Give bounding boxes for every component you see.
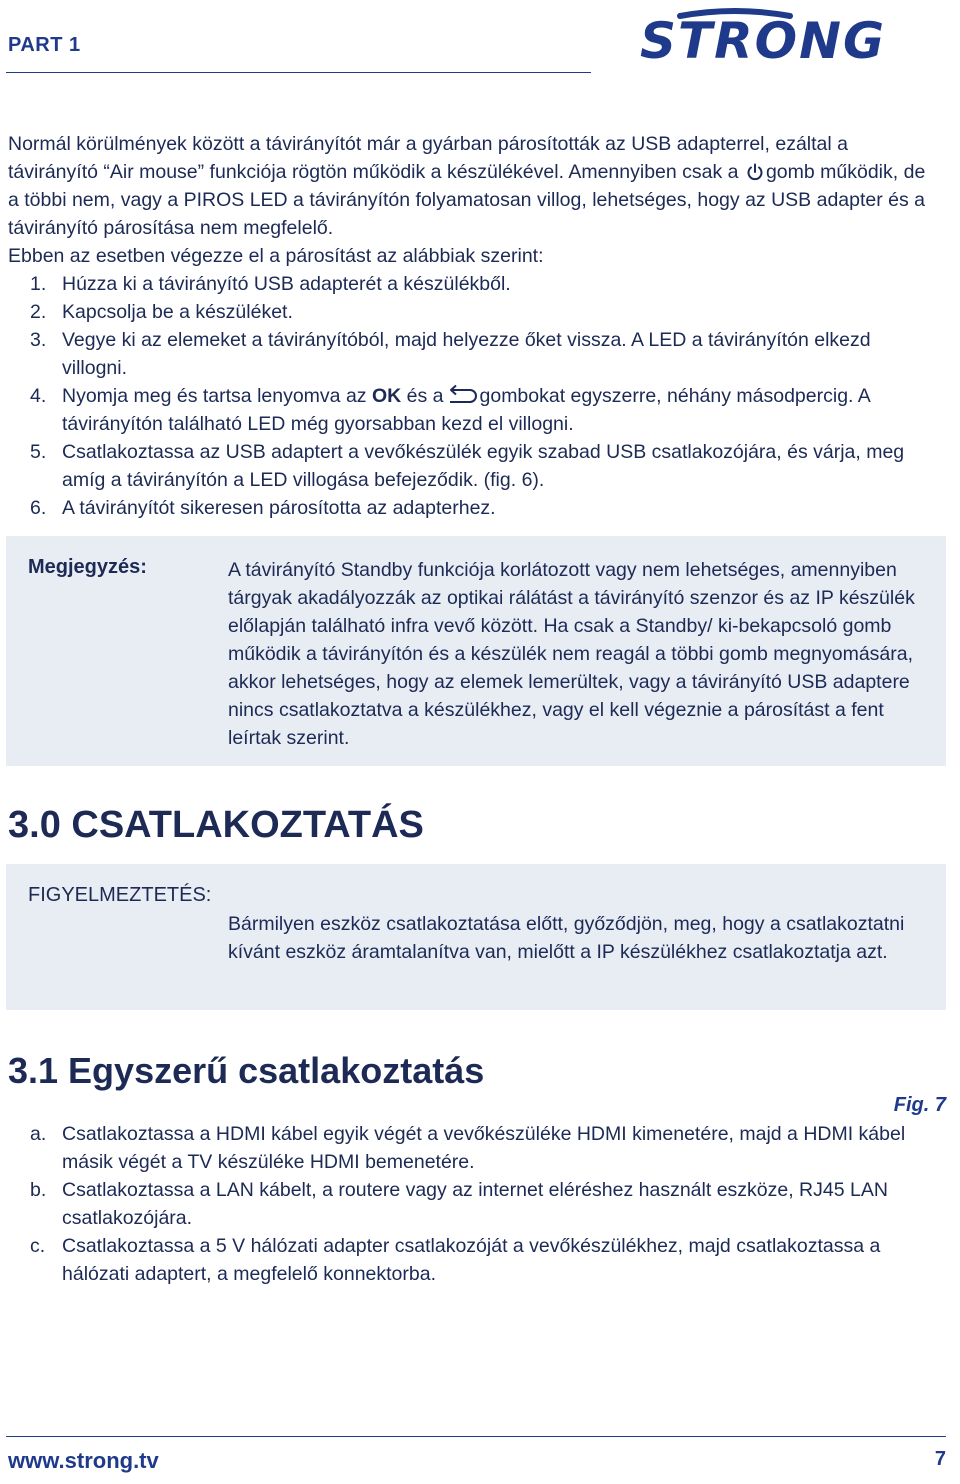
step-text: Csatlakoztassa a HDMI kábel egyik végét a vevőkészüléke HDMI kimenetére, majd a HDMI kábel másik végét a TV készüléke HDMI bemenetére. xyxy=(62,1123,906,1173)
section-heading-connection: 3.0 CSATLAKOZTATÁS xyxy=(8,804,424,846)
list-item xyxy=(8,1232,948,1288)
footer-divider xyxy=(6,1436,946,1437)
step-text xyxy=(62,382,938,438)
step-number: 2. xyxy=(30,301,47,323)
list-item xyxy=(8,1176,948,1232)
step-letter: a. xyxy=(30,1123,47,1145)
step-text-after: gombokat egyszerre, néhány másodpercig. A távirányítón található LED még gyorsabban kezd el villogni. xyxy=(62,385,870,435)
list-item xyxy=(8,382,938,438)
step-text: Vegye ki az elemeket a távirányítóból, majd helyezze őket vissza. A LED a távirányítón elkezd villogni. xyxy=(62,329,871,379)
step-text: Csatlakoztassa a LAN kábelt, a routere vagy az internet eléréshez használt eszköze, RJ45 LAN csatlakozójára. xyxy=(62,1179,888,1229)
step-text-mid: és a xyxy=(406,385,444,407)
note-label: Megjegyzés: xyxy=(28,556,147,578)
pairing-steps xyxy=(8,270,938,522)
ok-key-label: OK xyxy=(371,385,402,407)
intro-text-a: Normál körülmények között a távirányítót már a gyárban párosították az USB adapterrel, ezáltal a távirányító “Air mouse” funkciója rögtön működik a készülékével. Amennyiben csak a xyxy=(8,133,848,183)
section-heading-simple-connection: 3.1 Egyszerű csatlakoztatás xyxy=(8,1050,485,1091)
step-number: 1. xyxy=(30,273,47,295)
list-item xyxy=(8,494,938,522)
step-text: Húzza ki a távirányító USB adapterét a készülékből. xyxy=(62,273,511,295)
part-label: PART 1 xyxy=(8,34,81,56)
step-text: Csatlakoztassa a 5 V hálózati adapter csatlakozóját a vevőkészülékhez, majd csatlakoztassa a hálózati adaptert, a megfelelő konnektorba. xyxy=(62,1235,881,1285)
figure-label: Fig. 7 xyxy=(893,1094,946,1116)
connection-steps xyxy=(8,1120,948,1288)
page-number: 7 xyxy=(934,1448,946,1470)
note-box xyxy=(6,536,946,766)
power-icon xyxy=(746,163,764,181)
step-number: 5. xyxy=(30,441,47,463)
intro-line-2: Ebben az esetben végezze el a párosítást az alábbiak szerint: xyxy=(8,245,544,267)
step-text: Kapcsolja be a készüléket. xyxy=(62,301,293,323)
note-text: A távirányító Standby funkciója korlátozott vagy nem lehetséges, amennyiben tárgyak akadályozzák az optikai rálátást a távirányító szenzor és az IP készülék előlapján található infra vevő között. Ha csak a Standby/ ki-bekapcsoló gomb működik a távirányítón és a készülék nem reagál a többi gomb megnyomására, akkor lehetséges, hogy az elemek lemerültek, vagy a távirányító USB adaptere nincs csatlakoztatva a készülékhez, vagy el kell végeznie a párosítást a fent leírtak szerint. xyxy=(228,559,915,749)
step-text-before: Nyomja meg és tartsa lenyomva az xyxy=(62,385,367,407)
list-item xyxy=(8,270,938,298)
footer-website-link[interactable]: www.strong.tv xyxy=(8,1448,159,1473)
list-item xyxy=(8,1120,948,1176)
warning-box xyxy=(6,864,946,1010)
header-divider xyxy=(6,72,591,73)
intro-text-b: gomb működik, de a többi nem, vagy a PIROS LED a távirányítón folyamatosan villog, lehetséges, hogy az USB adapter és a távirányító párosítása nem megfelelő. xyxy=(8,161,926,239)
strong-logo xyxy=(640,8,950,70)
step-number: 3. xyxy=(30,329,47,351)
step-letter: b. xyxy=(30,1179,47,1201)
warning-label: FIGYELMEZTETÉS: xyxy=(28,884,212,906)
list-item xyxy=(8,438,938,494)
step-number: 4. xyxy=(30,385,47,407)
warning-text: Bármilyen eszköz csatlakoztatása előtt, győződjön, meg, hogy a csatlakoztatni kívánt eszköz áramtalanítva van, mielőtt a IP készülékhez csatlakoztatja azt. xyxy=(228,913,905,963)
back-icon xyxy=(446,384,478,404)
intro-paragraph xyxy=(8,130,938,270)
intro-line-1 xyxy=(8,130,938,242)
step-text: A távirányítót sikeresen párosította az adapterhez. xyxy=(62,497,496,519)
step-text: Csatlakoztassa az USB adaptert a vevőkészülék egyik szabad USB csatlakozójára, és várja, meg amíg a távirányítón a LED villogása befejeződik. (fig. 6). xyxy=(62,441,905,491)
step-letter: c. xyxy=(30,1235,46,1257)
logo-wordmark: STRONG xyxy=(640,12,887,70)
list-item xyxy=(8,298,938,326)
step-number: 6. xyxy=(30,497,47,519)
list-item xyxy=(8,326,938,382)
